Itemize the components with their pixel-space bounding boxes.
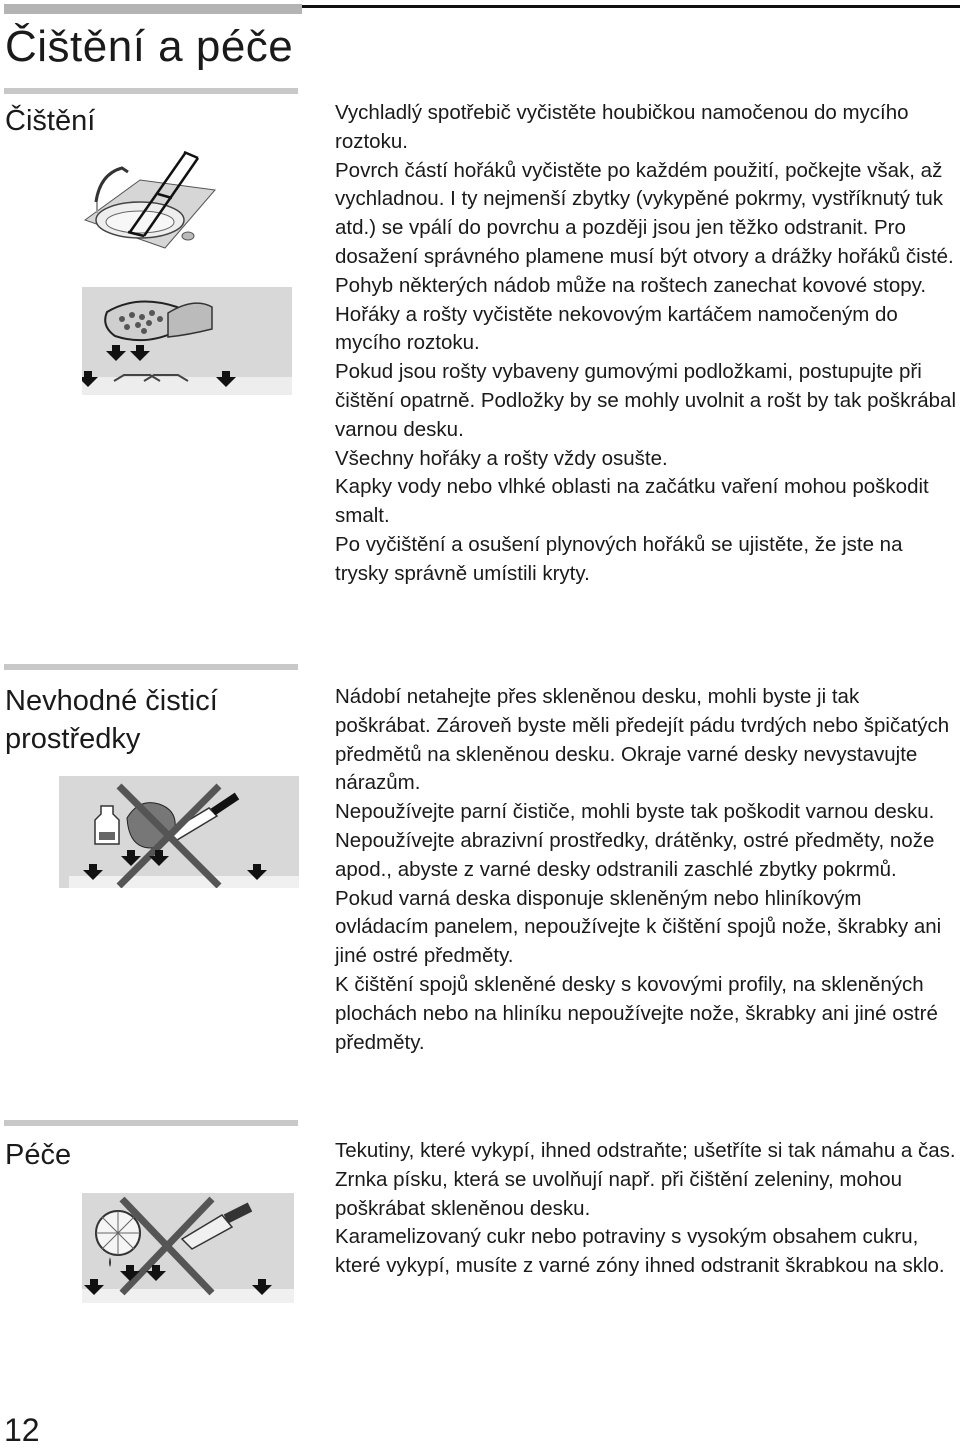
cleaning-text bbox=[335, 99, 957, 589]
sponge-wiping-hob-illustration bbox=[82, 287, 292, 395]
section-bar-care bbox=[4, 1120, 298, 1126]
section-title-care: Péče bbox=[5, 1139, 72, 1171]
section-title-unsuitable bbox=[5, 682, 218, 758]
paragraph: K čištění spojů skleněné desky s kovovými profily, na skleněných plochách nebo na hliníku nepoužívejte nože, škrabky ani jiné ostré předměty. bbox=[335, 972, 938, 1054]
care-spill-crossed-illustration bbox=[82, 1193, 294, 1303]
paragraph: Pokud jsou rošty vybaveny gumovými podložkami, postupujte při čištění opatrně. Podložky by se mohly uvolnit a rošt by tak poškrábal varnou desku. bbox=[335, 360, 957, 441]
unsuitable-cleaners-crossed-illustration bbox=[59, 776, 299, 888]
paragraph: Zrnka písku, která se uvolňují např. při čištění zeleniny, mohou poškrábat skleněnou desku. bbox=[335, 1167, 903, 1220]
paragraph: Nepoužívejte abrazivní prostředky, drátěnky, ostré předměty, nože apod., abyste z varné desky odstranili zaschlé zbytky pokrmů. bbox=[335, 828, 935, 881]
paragraph: Hořáky a rošty vyčistěte nekovovým kartáčem namočeným do mycího roztoku. bbox=[335, 302, 898, 355]
paragraph: Povrch částí hořáků vyčistěte po každém použití, počkejte však, až vychladnou. I ty nejmenší zbytky (vykypěné pokrmy, vystříknutý tuk atd.) se vpálí do povrchu a později jsou jen těžko odstranit. Pro dosažení správného plamene musí být otvory a drážky hořáků čisté. bbox=[335, 158, 954, 268]
paragraph: Tekutiny, které vykypí, ihned odstraňte; ušetříte si tak námahu a čas. bbox=[335, 1139, 956, 1162]
section-title-line: Nevhodné čisticí bbox=[5, 685, 218, 717]
paragraph: Pohyb některých nádob může na roštech zanechat kovové stopy. bbox=[335, 273, 927, 297]
sink-rinsing-grate-illustration bbox=[80, 150, 220, 250]
paragraph: Po vyčištění a osušení plynových hořáků se ujistěte, že jste na trysky správně umístili kryty. bbox=[335, 532, 903, 585]
header-rule bbox=[302, 5, 960, 8]
paragraph: Všechny hořáky a rošty vždy osušte. bbox=[335, 446, 668, 470]
paragraph: Nepoužívejte parní čističe, mohli byste tak poškodit varnou desku. bbox=[335, 800, 935, 824]
paragraph: Nádobí netahejte přes skleněnou desku, mohli byste ji tak poškrábat. Zároveň byste měli předejít pádu tvrdých nebo špičatých předmětů na skleněnou desku. Okraje varné desky nevystavujte nárazům. bbox=[335, 685, 950, 795]
paragraph: Kapky vody nebo vlhké oblasti na začátku vaření mohou poškodit smalt. bbox=[335, 475, 929, 528]
page-title: Čištění a péče bbox=[5, 22, 294, 71]
unsuitable-cleaners-text bbox=[335, 683, 957, 1057]
paragraph: Pokud varná deska disponuje skleněným nebo hliníkovým ovládacím panelem, nepoužívejte k čištění spojů nože, škrabky ani jiné ostré předměty. bbox=[335, 886, 942, 968]
header-accent-bar bbox=[4, 4, 302, 14]
section-title-line: prostředky bbox=[5, 723, 141, 755]
care-text bbox=[335, 1137, 957, 1281]
paragraph: Karamelizovaný cukr nebo potraviny s vysokým obsahem cukru, které vykypí, musíte z varné zóny ihned odstranit škrabkou na sklo. bbox=[335, 1225, 945, 1278]
section-title-cleaning: Čištění bbox=[5, 105, 96, 137]
section-bar-cleaning bbox=[4, 88, 298, 94]
section-bar-unsuitable bbox=[4, 664, 298, 670]
paragraph: Vychladlý spotřebič vyčistěte houbičkou namočenou do mycího roztoku. bbox=[335, 101, 909, 153]
page-number: 12 bbox=[4, 1412, 40, 1448]
